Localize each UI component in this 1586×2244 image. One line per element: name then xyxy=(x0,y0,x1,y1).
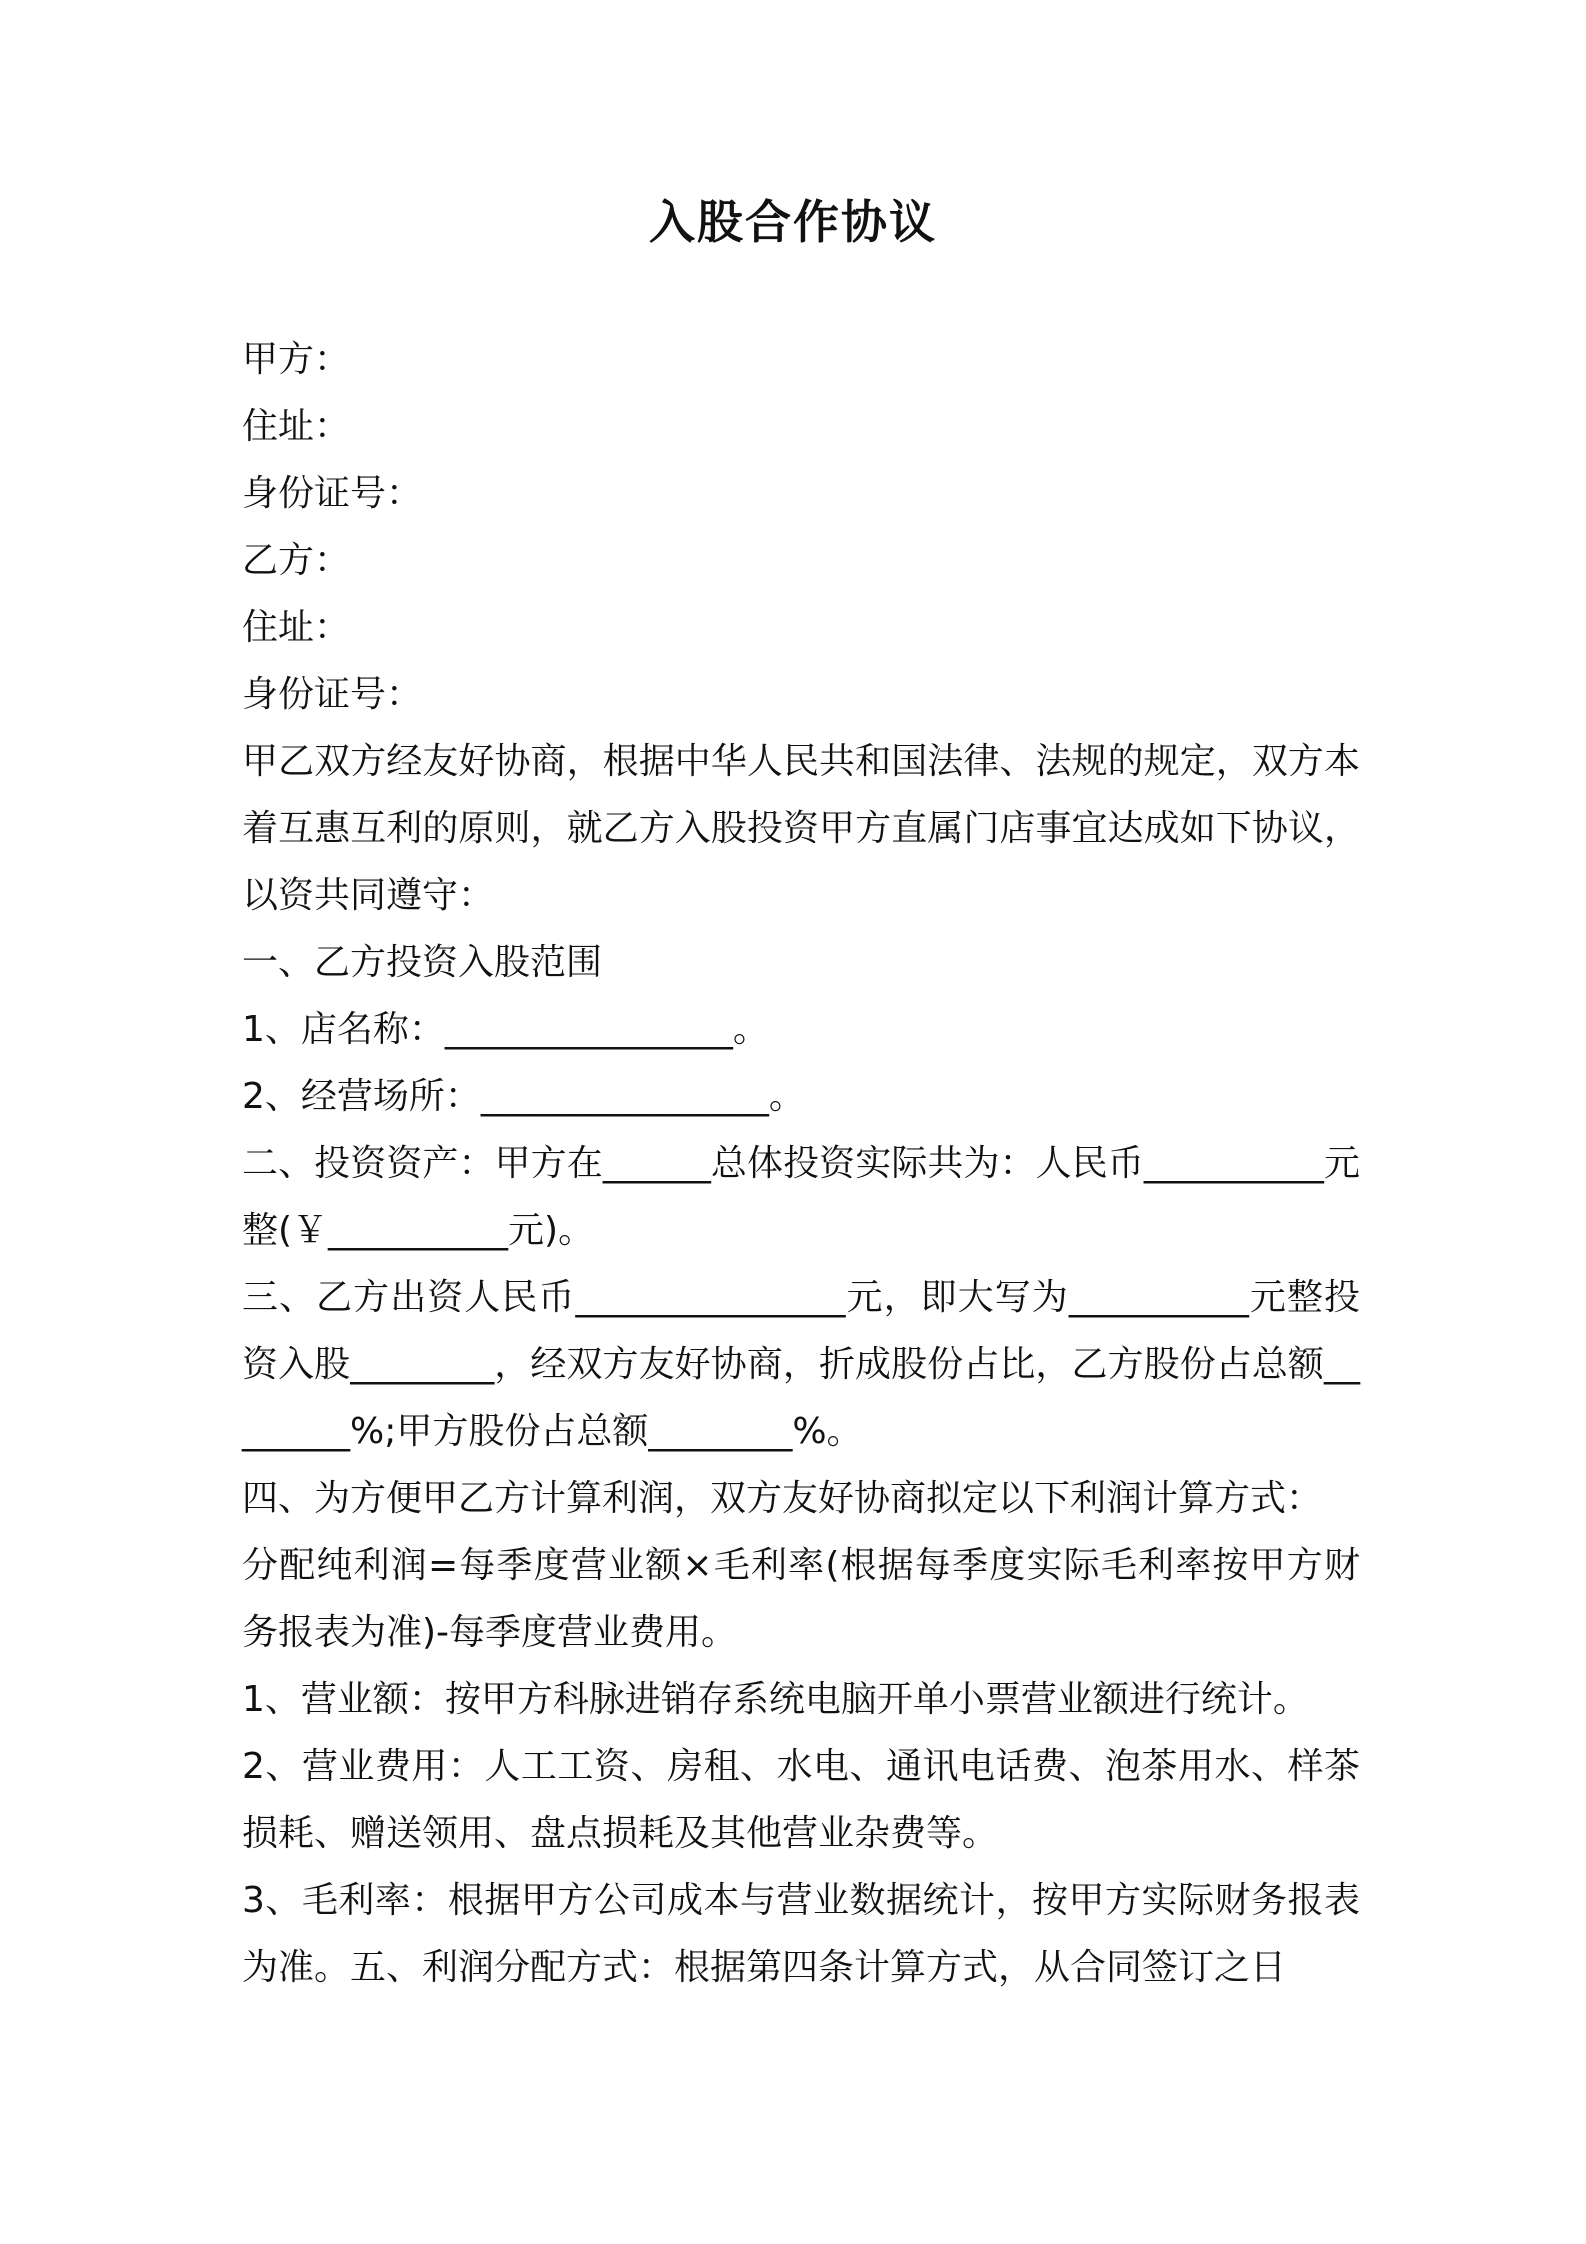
preamble-paragraph: 甲乙双方经友好协商，根据中华人民共和国法律、法规的规定，双方本着互惠互利的原则，就乙方入股投资甲方直属门店事宜达成如下协议，以资共同遵守： xyxy=(242,741,1360,916)
section4-item-revenue: 1、营业额：按甲方科脉进销存系统电脑开单小票营业额进行统计。 xyxy=(242,1679,1309,1720)
section1-item-shop-name: 1、店名称：________________。 xyxy=(242,1009,769,1050)
section3-capital-contribution: 三、乙方出资人民币_______________元，即大写为__________元整投资入股________，经双方友好协商，折成股份占比，乙方股份占总额________%;甲方股份占总额________%。 xyxy=(242,1277,1360,1452)
party-b-address-label: 住址： xyxy=(242,607,351,648)
party-a-id-label: 身份证号： xyxy=(242,473,423,514)
section4-heading: 四、为方便甲乙方计算利润，双方友好协商拟定以下利润计算方式： xyxy=(242,1478,1323,1519)
section4-item-expenses: 2、营业费用：人工工资、房租、水电、通讯电话费、泡茶用水、样茶损耗、赠送领用、盘点损耗及其他营业杂费等。 xyxy=(242,1746,1360,1854)
section2-investment-assets: 二、投资资产：甲方在______总体投资实际共为：人民币__________元整(￥__________元)。 xyxy=(242,1143,1360,1251)
section1-item-premises: 2、经营场所：________________。 xyxy=(242,1076,805,1117)
party-b-label: 乙方： xyxy=(242,540,351,581)
section1-heading: 一、乙方投资入股范围 xyxy=(242,942,603,983)
section4-item-gross-margin: 3、毛利率：根据甲方公司成本与营业数据统计，按甲方实际财务报表为准。五、利润分配方式：根据第四条计算方式，从合同签订之日 xyxy=(242,1880,1360,1988)
document-body xyxy=(242,326,1360,2001)
document-title: 入股合作协议 xyxy=(649,195,937,249)
party-a-label: 甲方： xyxy=(242,339,351,380)
party-a-address-label: 住址： xyxy=(242,406,351,447)
section4-formula: 分配纯利润=每季度营业额×毛利率(根据每季度实际毛利率按甲方财务报表为准)-每季度营业费用。 xyxy=(242,1545,1360,1653)
party-b-id-label: 身份证号： xyxy=(242,674,423,715)
